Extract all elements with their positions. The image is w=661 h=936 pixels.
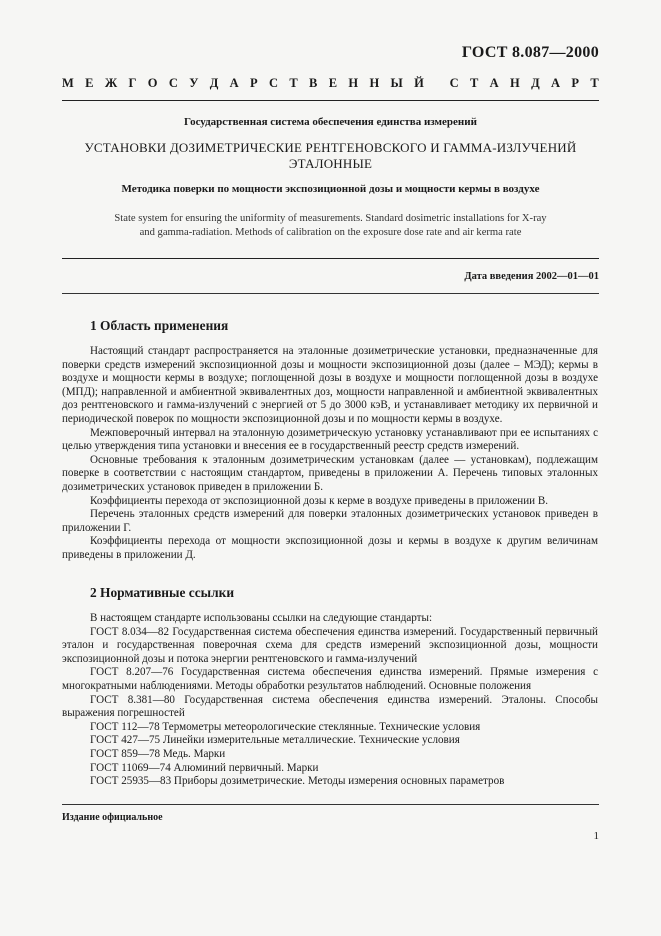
interstate-letter: А xyxy=(229,76,239,90)
title-rule xyxy=(62,258,599,259)
section2-intro: В настоящем стандарте использованы ссылки на следующие стандарты: xyxy=(90,612,433,624)
gost-number: ГОСТ 8.087—2000 xyxy=(461,44,599,61)
introduction-date: Дата введения 2002—01—01 xyxy=(464,271,599,282)
interstate-letter: Й xyxy=(414,76,424,90)
interstate-letter: Ы xyxy=(390,76,403,90)
system-title: Государственная система обеспечения единства измерений xyxy=(184,116,477,128)
english-title-line2: and gamma-radiation. Methods of calibration on the exposure dose rate and air kerma rate xyxy=(139,227,522,238)
reference-item: ГОСТ 112—78 Термометры метеорологические стеклянные. Технические условия xyxy=(90,720,481,733)
interstate-letter: Н xyxy=(369,76,380,90)
main-title-line1: УСТАНОВКИ ДОЗИМЕТРИЧЕСКИЕ РЕНТГЕНОВСКОГО И ГАММА-ИЗЛУЧЕНИЙ xyxy=(84,140,577,155)
paragraph: Коэффициенты перехода от мощности экспозиционной дозы и кермы в воздухе к другим величинам приведены в приложении Д. xyxy=(62,535,598,561)
reference-item: ГОСТ 8.034—82 Государственная система обеспечения единства измерений. Государственный первичный эталон и государственная поверочная схема для средств измерений экспозиционной дозы, мощности экспозиционной дозы и потока энергии рентгеновского и гамма-излучений xyxy=(62,625,598,665)
interstate-letter: С xyxy=(449,76,459,90)
interstate-letter: Г xyxy=(128,76,137,90)
reference-item: ГОСТ 8.207—76 Государственная система обеспечения единства измерений. Прямые измерения с многократными наблюдениями. Методы обработки результатов наблюдений. Основные положения xyxy=(62,666,598,692)
interstate-letter: Н xyxy=(348,76,359,90)
interstate-letter: Е xyxy=(85,76,94,90)
interstate-letter: Д xyxy=(531,76,540,90)
section2-heading: 2 Нормативные ссылки xyxy=(90,585,235,600)
interstate-letter: А xyxy=(489,76,499,90)
paragraph: Перечень эталонных средств измерений для поверки эталонных дозиметрических установок приведен в приложении Г. xyxy=(62,508,598,534)
interstate-letter: У xyxy=(189,76,199,90)
interstate-letter: О xyxy=(147,76,158,90)
paragraph: Коэффициенты перехода от экспозиционной дозы к керме в воздухе приведены в приложении В. xyxy=(90,494,549,507)
interstate-letter: Т xyxy=(289,76,298,90)
paragraph: Межповерочный интервал на эталонную дозиметрическую установку устанавливают при ее испытаниях с целью утверждения типа установки и внесения ее в государственный реестр средств измерений. xyxy=(62,426,598,453)
english-title xyxy=(62,212,599,240)
reference-item: ГОСТ 8.381—80 Государственная система обеспечения единства измерений. Эталоны. Способы выражения погрешностей xyxy=(62,693,598,720)
reference-item: ГОСТ 859—78 Медь. Марки xyxy=(90,747,226,760)
interstate-letter: С xyxy=(269,76,279,90)
main-title-line2: ЭТАЛОННЫЕ xyxy=(288,156,373,171)
reference-item: ГОСТ 427—75 Линейки измерительные металлические. Технические условия xyxy=(90,734,460,747)
english-title-line1: State system for ensuring the uniformity of measurements. Standard dosimetric installations for X-ray xyxy=(114,213,547,224)
date-rule xyxy=(62,293,599,294)
interstate-letter: Ж xyxy=(104,76,118,90)
interstate-letter: Р xyxy=(571,76,580,90)
footer-rule xyxy=(62,804,599,805)
interstate-letter: Т xyxy=(590,76,599,90)
section2-body xyxy=(62,612,598,789)
main-title xyxy=(62,140,599,172)
section1-heading: 1 Область применения xyxy=(90,318,229,333)
interstate-letter: Е xyxy=(328,76,338,90)
interstate-letter: Р xyxy=(250,76,258,90)
interstate-letter: М xyxy=(62,76,74,90)
interstate-letter: Н xyxy=(510,76,520,90)
official-edition-label: Издание официальное xyxy=(62,812,163,823)
reference-item: ГОСТ 11069—74 Алюминий первичный. Марки xyxy=(90,761,319,774)
interstate-letter: Т xyxy=(469,76,479,90)
section1-body xyxy=(62,345,598,563)
header-rule xyxy=(62,100,599,101)
interstate-letter xyxy=(435,76,438,91)
interstate-letter: А xyxy=(551,76,561,90)
subtitle: Методика поверки по мощности экспозиционной дозы и мощности кермы в воздухе xyxy=(121,183,540,195)
paragraph: Настоящий стандарт распространяется на эталонные дозиметрические установки, предназначенные для поверки средств измерений экспозиционной дозы и мощности экспозиционной дозы (далее – МЭД); кермы в воздухе и мощности кермы в воздухе; поглощенной дозы в воздухе и мощности поглощенной дозы в воздухе (МПД); направленной и амбиентной эквивалентных доз, мощности направленной и амбиентной эквивалентных доз рентгеновского и гамма-излучений с энергией от 5 до 3000 кэВ, и устанавливает методику их первичной и периодической поверок по мощности экспозиционной дозы и по мощности кермы в воздухе. xyxy=(62,345,598,425)
paragraph: Основные требования к эталонным дозиметрическим установкам (далее — установкам), подлежащим поверке в соответствии с настоящим стандартом, приведены в приложении А. Перечень типовых эталонных дозиметрических установок приведен в приложении Б. xyxy=(62,453,598,493)
interstate-letter: С xyxy=(168,76,178,90)
interstate-letter: Д xyxy=(209,76,219,90)
interstate-standard-heading xyxy=(62,76,599,91)
reference-item: ГОСТ 25935—83 Приборы дозиметрические. Методы измерения основных параметров xyxy=(90,775,505,788)
page-number: 1 xyxy=(593,830,599,842)
interstate-letter: В xyxy=(309,76,318,90)
